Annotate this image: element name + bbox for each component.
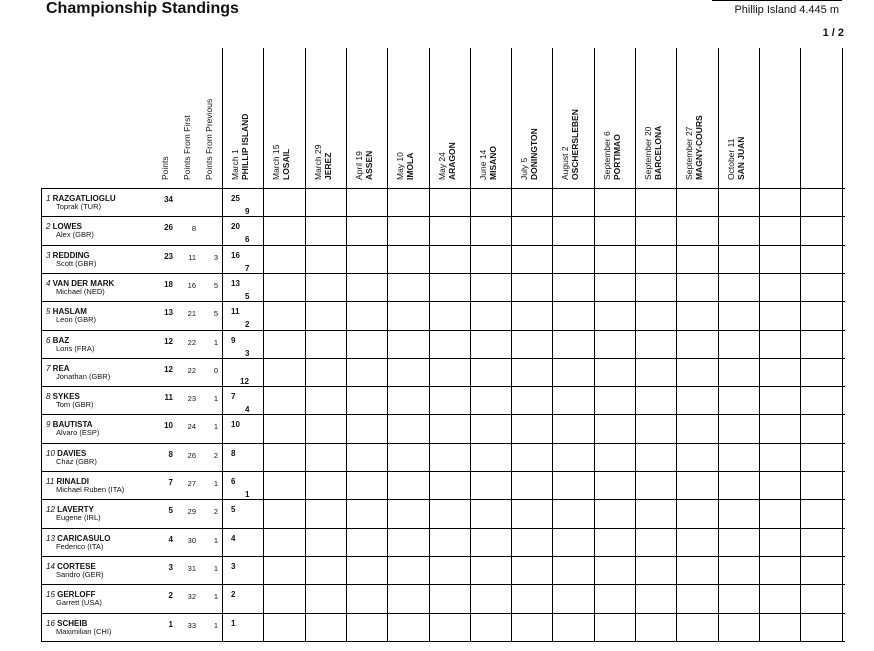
rider-position: 11 (46, 477, 57, 486)
points-from-first: 8 (191, 224, 196, 234)
rider-first-name: Michael (NED) (56, 286, 105, 296)
column-header (726, 137, 746, 180)
rider-position: 13 (46, 533, 58, 543)
column-header-line: Points From First (182, 115, 192, 180)
column-header-track: SAN JUAN (735, 136, 746, 180)
column-header (182, 115, 192, 180)
points-from-first: 23 (187, 394, 196, 404)
round1-position: 12 (240, 376, 249, 386)
row-rule (41, 613, 845, 614)
row-rule (41, 386, 845, 387)
rider-name (46, 562, 104, 579)
points-from-first: 32 (187, 592, 196, 602)
points-from-first: 33 (187, 620, 196, 630)
rider-position: 10 (46, 448, 58, 458)
round1-points: 11 (231, 307, 240, 317)
rider-first-name: Loris (FRA) (56, 343, 95, 353)
row-rule (41, 471, 845, 472)
rider-first-name: Eugene (IRL) (56, 513, 101, 523)
points-from-previous: 1 (213, 592, 218, 602)
column-header-track: IMOLA (405, 152, 416, 180)
points-from-previous: 0 (213, 365, 218, 375)
rider-surname: RINALDI (56, 477, 89, 486)
rider-surname: HASLAM (52, 307, 87, 317)
rider-surname: CARICASULO (57, 533, 111, 543)
rider-points: 12 (164, 336, 173, 346)
column-header-line: September 6 (601, 131, 612, 180)
page-title: Championship Standings (46, 0, 239, 17)
points-from-previous: 1 (213, 535, 218, 545)
row-rule (41, 330, 845, 331)
column-header-track: MAGNY-COURS (694, 115, 705, 180)
round1-position: 4 (245, 405, 250, 415)
rider-position: 8 (46, 392, 53, 402)
rider-points: 13 (164, 308, 173, 318)
row-rule (41, 414, 845, 415)
column-header-track: PHILLIP ISLAND (240, 113, 250, 180)
rider-name (46, 619, 111, 636)
column-header-line: September 27 (684, 126, 695, 180)
round-column-rule (470, 48, 471, 641)
row-rule (41, 216, 845, 217)
row-rule (41, 556, 845, 557)
round-column-rule (429, 48, 430, 641)
points-from-first: 21 (187, 309, 196, 319)
column-header-track: MISANO (487, 146, 498, 180)
round1-points: 8 (231, 448, 236, 458)
rider-position: 2 (46, 222, 53, 232)
rider-surname: LAVERTY (57, 505, 94, 515)
rider-points: 12 (164, 364, 173, 374)
round-column-rule (594, 48, 595, 641)
round-column-rule (800, 48, 801, 641)
round1-points: 4 (231, 533, 236, 543)
points-from-first: 26 (187, 450, 196, 460)
points-from-first: 31 (187, 563, 196, 573)
column-header-track: ARAGON (446, 142, 457, 180)
rider-name (46, 534, 110, 551)
column-header-track: JEREZ (322, 152, 333, 180)
points-from-previous: 5 (213, 309, 218, 319)
rider-position: 9 (46, 420, 53, 430)
column-header (560, 109, 580, 180)
rider-name (46, 505, 101, 522)
rider-name (46, 251, 96, 268)
row-rule (41, 443, 845, 444)
column-header (478, 146, 498, 180)
round1-position: 3 (245, 348, 250, 358)
column-header-line: Points (160, 156, 170, 180)
column-header (160, 156, 170, 180)
round1-position: 5 (245, 291, 250, 301)
rider-name (46, 449, 97, 466)
column-header-track: BARCELONA (653, 125, 663, 180)
points-from-previous: 1 (213, 563, 218, 573)
round1-points: 5 (231, 505, 236, 515)
points-from-previous: 1 (213, 422, 218, 432)
round-column-rule (511, 48, 512, 641)
rider-points: 26 (164, 223, 173, 233)
rider-name (46, 194, 116, 211)
column-header (354, 151, 374, 180)
points-from-previous: 1 (213, 620, 218, 630)
rider-name (46, 336, 94, 353)
round-column-rule (718, 48, 719, 641)
column-header (395, 152, 415, 180)
rider-first-name: Leon (GBR) (56, 315, 97, 325)
rider-points: 2 (168, 591, 173, 601)
column-header (313, 145, 333, 180)
rider-points: 1 (168, 619, 173, 629)
rider-first-name: Maximilian (CHI) (56, 626, 112, 636)
column-header (684, 115, 704, 180)
round1-points: 2 (231, 590, 236, 600)
row-rule (41, 245, 845, 246)
row-rule (41, 528, 845, 529)
row-rule (41, 641, 845, 642)
rider-first-name: Scott (GBR) (56, 258, 97, 268)
column-header-line: October 11 (725, 138, 736, 180)
points-from-first: 22 (187, 337, 196, 347)
rider-position: 4 (46, 278, 53, 288)
rider-surname: LOWES (52, 222, 83, 232)
row-rule (41, 301, 845, 302)
rider-surname: DAVIES (57, 448, 87, 458)
round-column-rule (676, 48, 677, 641)
row-rule (41, 499, 845, 500)
rider-position: 5 (46, 307, 53, 317)
column-header-line: May 24 (436, 152, 447, 180)
points-from-first: 24 (187, 422, 196, 432)
rider-position: 3 (46, 250, 53, 260)
rider-points: 4 (168, 534, 173, 544)
rider-name (46, 392, 94, 409)
rider-first-name: Michael Ruben (ITA) (56, 485, 125, 494)
round1-points: 16 (231, 250, 240, 260)
rider-position: 7 (46, 363, 53, 373)
round1-points: 25 (231, 194, 240, 203)
row-rule (41, 358, 845, 359)
round-column-rule (263, 48, 264, 641)
rider-points: 10 (164, 421, 173, 431)
round1-points: 9 (231, 335, 236, 345)
rider-name (46, 307, 96, 324)
column-header (643, 126, 663, 180)
column-header-line: March 29 (312, 144, 323, 180)
points-from-first: 30 (187, 535, 196, 545)
table-left-border (41, 188, 42, 641)
column-header (602, 131, 622, 180)
column-header-track: LOSAIL (281, 148, 292, 180)
column-header (230, 114, 250, 180)
rider-first-name: Toprak (TUR) (56, 202, 102, 211)
rider-name (46, 590, 102, 607)
rider-position: 1 (46, 194, 53, 203)
rider-surname: CORTESE (57, 561, 96, 571)
rider-first-name: Garrett (USA) (56, 598, 102, 608)
rider-surname: GERLOFF (57, 590, 96, 600)
round-column-rule (222, 48, 223, 641)
column-header (519, 128, 539, 180)
points-from-first: 16 (187, 280, 196, 290)
rider-first-name: Alex (GBR) (56, 230, 94, 240)
round-column-rule (346, 48, 347, 641)
rider-surname: REA (52, 363, 70, 373)
rider-surname: VAN DER MARK (52, 278, 115, 288)
column-header-line: Points From Previous (204, 98, 214, 180)
column-header-line: March 15 (271, 144, 282, 180)
rider-surname: REDDING (52, 250, 90, 260)
round1-points: 1 (231, 618, 236, 628)
rider-position: 16 (46, 618, 58, 628)
column-header-track: ASSEN (363, 150, 374, 180)
rider-first-name: Chaz (GBR) (56, 456, 97, 466)
round1-points: 20 (231, 222, 240, 232)
column-header-track: OSCHERSLEBEN (570, 109, 581, 180)
points-from-first: 11 (188, 252, 196, 262)
round-column-rule (305, 48, 306, 641)
track-info: Phillip Island 4.445 m (734, 4, 839, 16)
round1-points: 3 (231, 561, 236, 571)
rider-points: 3 (168, 562, 173, 572)
rider-points: 11 (164, 393, 173, 403)
row-rule (41, 273, 845, 274)
points-from-first: 27 (187, 479, 196, 488)
points-from-previous: 3 (213, 252, 218, 262)
rider-first-name: Alvaro (ESP) (56, 428, 100, 438)
points-from-previous: 1 (213, 337, 218, 347)
rider-points: 5 (168, 506, 173, 516)
rider-surname: BAUTISTA (52, 420, 93, 430)
rider-points: 18 (164, 279, 173, 289)
round-column-rule (635, 48, 636, 641)
rider-position: 15 (46, 590, 58, 600)
rider-first-name: Federico (ITA) (56, 541, 104, 551)
points-from-first: 22 (187, 365, 196, 375)
round-column-rule (842, 48, 843, 641)
rider-surname: SCHEIB (57, 618, 88, 628)
column-header-line: May 10 (395, 152, 406, 180)
column-header-line: June 14 (477, 149, 488, 180)
rider-surname: BAZ (52, 335, 70, 345)
round1-position: 9 (245, 207, 250, 216)
column-header-line: April 19 (353, 151, 364, 180)
points-from-previous: 1 (213, 479, 218, 488)
rider-name (46, 364, 110, 381)
round1-points: 10 (231, 420, 240, 430)
round1-position: 6 (245, 235, 250, 245)
points-from-previous: 5 (213, 280, 218, 290)
column-header-track: DONINGTON (529, 128, 540, 180)
points-from-previous: 2 (213, 507, 218, 517)
points-from-previous: 1 (213, 394, 218, 404)
rider-first-name: Tom (GBR) (56, 400, 94, 410)
rider-surname: RAZGATLIOGLU (52, 194, 116, 203)
rider-name (46, 279, 114, 296)
column-header-line: August 2 (560, 146, 571, 180)
rider-name (46, 222, 94, 239)
rider-name (46, 477, 124, 494)
column-header-line: March 1 (230, 149, 240, 180)
rider-surname: SYKES (52, 392, 80, 402)
rider-first-name: Sandro (GER) (56, 569, 104, 579)
rider-points: 8 (168, 449, 173, 459)
rider-name (46, 420, 99, 437)
round1-points: 6 (231, 477, 236, 486)
rider-position: 12 (46, 505, 58, 515)
header-bottom-rule (41, 188, 845, 189)
rider-points: 34 (164, 195, 173, 204)
page-number: 1 / 2 (822, 27, 844, 39)
rider-points: 23 (164, 251, 173, 261)
rider-position: 14 (46, 561, 58, 571)
points-from-first: 29 (187, 507, 196, 517)
column-header-track: PORTIMAO (611, 134, 622, 180)
column-header (204, 99, 214, 180)
round-column-rule (552, 48, 553, 641)
column-header (271, 145, 291, 180)
row-rule (41, 584, 845, 585)
round1-position: 7 (245, 263, 250, 273)
column-header (437, 142, 457, 180)
round-column-rule (387, 48, 388, 641)
round1-points: 13 (231, 278, 240, 288)
round1-points: 7 (231, 392, 236, 402)
rider-first-name: Jonathan (GBR) (56, 371, 111, 381)
column-header-line: July 5 (519, 157, 530, 180)
rider-points: 7 (168, 478, 173, 487)
round-column-rule (759, 48, 760, 641)
round1-position: 2 (245, 320, 250, 330)
points-from-previous: 2 (213, 450, 218, 460)
round1-position: 1 (245, 490, 250, 499)
rider-position: 6 (46, 335, 53, 345)
column-header-line: September 20 (643, 126, 653, 180)
